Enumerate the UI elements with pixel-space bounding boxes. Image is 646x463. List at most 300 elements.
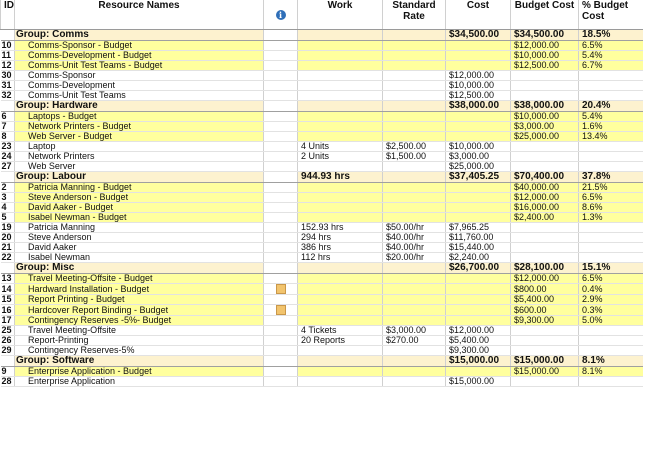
indicator-cell[interactable]	[264, 346, 298, 356]
id-cell[interactable]: 27	[1, 162, 15, 172]
cost-cell[interactable]	[446, 367, 511, 377]
cost-cell[interactable]: $10,000.00	[446, 142, 511, 152]
resource-name-cell[interactable]: Comms-Sponsor - Budget	[15, 41, 264, 51]
budget-cost-cell[interactable]: $12,000.00	[511, 193, 579, 203]
work-cell[interactable]	[298, 203, 383, 213]
indicator-cell[interactable]	[264, 203, 298, 213]
standard-rate-cell[interactable]	[383, 101, 446, 112]
resource-name-cell[interactable]: Contingency Reserves -5%- Budget	[15, 316, 264, 326]
cost-cell[interactable]	[446, 284, 511, 295]
id-cell[interactable]: 12	[1, 61, 15, 71]
resource-row[interactable]	[1, 346, 643, 356]
budget-cost-cell[interactable]: $2,400.00	[511, 213, 579, 223]
resource-row[interactable]	[1, 233, 643, 243]
resource-name-cell[interactable]: Patricia Manning	[15, 223, 264, 233]
budget-cost-cell[interactable]	[511, 91, 579, 101]
standard-rate-cell[interactable]	[383, 346, 446, 356]
indicator-cell[interactable]	[264, 30, 298, 41]
resource-name-cell[interactable]: Group: Software	[15, 356, 264, 367]
cost-cell[interactable]	[446, 41, 511, 51]
id-cell[interactable]: 11	[1, 51, 15, 61]
standard-rate-cell[interactable]: $2,500.00	[383, 142, 446, 152]
pct-budget-cost-cell[interactable]: 8.6%	[579, 203, 643, 213]
budget-cost-cell[interactable]: $9,300.00	[511, 316, 579, 326]
id-cell[interactable]: 29	[1, 346, 15, 356]
indicator-cell[interactable]	[264, 152, 298, 162]
work-cell[interactable]: 2 Units	[298, 152, 383, 162]
budget-cost-cell[interactable]: $12,000.00	[511, 274, 579, 284]
resource-name-cell[interactable]: Isabel Newman	[15, 253, 264, 263]
standard-rate-cell[interactable]	[383, 263, 446, 274]
resource-row[interactable]	[1, 326, 643, 336]
resource-name-cell[interactable]: Report Printing - Budget	[15, 295, 264, 305]
id-cell[interactable]: 4	[1, 203, 15, 213]
column-header-resource-names[interactable]: Resource Names	[15, 0, 264, 30]
indicator-cell[interactable]	[264, 132, 298, 142]
standard-rate-cell[interactable]	[383, 30, 446, 41]
resource-row[interactable]	[1, 81, 643, 91]
id-cell[interactable]: 26	[1, 336, 15, 346]
indicator-cell[interactable]	[264, 377, 298, 387]
budget-cost-cell[interactable]	[511, 162, 579, 172]
pct-budget-cost-cell[interactable]	[579, 253, 643, 263]
cost-cell[interactable]	[446, 213, 511, 223]
resource-row[interactable]	[1, 223, 643, 233]
work-cell[interactable]	[298, 263, 383, 274]
pct-budget-cost-cell[interactable]: 1.6%	[579, 122, 643, 132]
work-cell[interactable]: 386 hrs	[298, 243, 383, 253]
work-cell[interactable]	[298, 193, 383, 203]
budget-cost-cell[interactable]: $15,000.00	[511, 367, 579, 377]
budget-resource-row[interactable]	[1, 316, 643, 326]
id-cell[interactable]	[1, 30, 15, 41]
id-cell[interactable]: 31	[1, 81, 15, 91]
standard-rate-cell[interactable]: $40.00/hr	[383, 243, 446, 253]
indicator-cell[interactable]	[264, 61, 298, 71]
resource-name-cell[interactable]: Hardcover Report Binding - Budget	[15, 305, 264, 316]
work-cell[interactable]	[298, 183, 383, 193]
pct-budget-cost-cell[interactable]: 8.1%	[579, 367, 643, 377]
pct-budget-cost-cell[interactable]: 20.4%	[579, 101, 643, 112]
work-cell[interactable]: 4 Tickets	[298, 326, 383, 336]
id-cell[interactable]: 10	[1, 41, 15, 51]
budget-cost-cell[interactable]: $10,000.00	[511, 51, 579, 61]
indicator-cell[interactable]	[264, 142, 298, 152]
pct-budget-cost-cell[interactable]: 1.3%	[579, 213, 643, 223]
resource-name-cell[interactable]: Enterprise Application	[15, 377, 264, 387]
id-cell[interactable]: 2	[1, 183, 15, 193]
id-cell[interactable]: 3	[1, 193, 15, 203]
pct-budget-cost-cell[interactable]	[579, 233, 643, 243]
group-row[interactable]	[1, 356, 643, 367]
cost-cell[interactable]: $15,000.00	[446, 356, 511, 367]
resource-name-cell[interactable]: Network Printers	[15, 152, 264, 162]
indicator-cell[interactable]	[264, 112, 298, 122]
resource-name-cell[interactable]: Network Printers - Budget	[15, 122, 264, 132]
id-cell[interactable]: 15	[1, 295, 15, 305]
indicator-cell[interactable]	[264, 41, 298, 51]
id-cell[interactable]: 22	[1, 253, 15, 263]
resource-name-cell[interactable]: Comms-Sponsor	[15, 71, 264, 81]
standard-rate-cell[interactable]	[383, 305, 446, 316]
column-header-indicators[interactable]	[264, 0, 298, 30]
pct-budget-cost-cell[interactable]	[579, 336, 643, 346]
indicator-cell[interactable]	[264, 91, 298, 101]
budget-resource-row[interactable]	[1, 305, 643, 316]
cost-cell[interactable]	[446, 193, 511, 203]
budget-cost-cell[interactable]: $12,500.00	[511, 61, 579, 71]
pct-budget-cost-cell[interactable]: 2.9%	[579, 295, 643, 305]
budget-resource-row[interactable]	[1, 61, 643, 71]
id-cell[interactable]	[1, 356, 15, 367]
budget-cost-cell[interactable]	[511, 326, 579, 336]
indicator-cell[interactable]	[264, 162, 298, 172]
pct-budget-cost-cell[interactable]	[579, 91, 643, 101]
work-cell[interactable]: 20 Reports	[298, 336, 383, 346]
standard-rate-cell[interactable]	[383, 367, 446, 377]
pct-budget-cost-cell[interactable]	[579, 223, 643, 233]
budget-cost-cell[interactable]: $800.00	[511, 284, 579, 295]
budget-cost-cell[interactable]	[511, 81, 579, 91]
indicator-cell[interactable]	[264, 193, 298, 203]
pct-budget-cost-cell[interactable]	[579, 142, 643, 152]
cost-cell[interactable]	[446, 183, 511, 193]
work-cell[interactable]	[298, 51, 383, 61]
cost-cell[interactable]: $5,400.00	[446, 336, 511, 346]
standard-rate-cell[interactable]	[383, 356, 446, 367]
budget-resource-row[interactable]	[1, 183, 643, 193]
resource-name-cell[interactable]: David Aaker	[15, 243, 264, 253]
id-cell[interactable]	[1, 263, 15, 274]
work-cell[interactable]	[298, 71, 383, 81]
budget-cost-cell[interactable]: $600.00	[511, 305, 579, 316]
budget-cost-cell[interactable]: $10,000.00	[511, 112, 579, 122]
id-cell[interactable]: 17	[1, 316, 15, 326]
pct-budget-cost-cell[interactable]: 6.5%	[579, 41, 643, 51]
budget-cost-cell[interactable]	[511, 223, 579, 233]
resource-name-cell[interactable]: Hardward Installation - Budget	[15, 284, 264, 295]
resource-row[interactable]	[1, 162, 643, 172]
standard-rate-cell[interactable]	[383, 71, 446, 81]
indicator-cell[interactable]	[264, 367, 298, 377]
work-cell[interactable]	[298, 316, 383, 326]
indicator-cell[interactable]	[264, 101, 298, 112]
budget-resource-row[interactable]	[1, 51, 643, 61]
resource-name-cell[interactable]: Steve Anderson	[15, 233, 264, 243]
budget-resource-row[interactable]	[1, 284, 643, 295]
note-icon[interactable]	[276, 305, 286, 315]
cost-cell[interactable]: $12,500.00	[446, 91, 511, 101]
standard-rate-cell[interactable]	[383, 203, 446, 213]
resource-row[interactable]	[1, 377, 643, 387]
work-cell[interactable]	[298, 41, 383, 51]
work-cell[interactable]	[298, 284, 383, 295]
pct-budget-cost-cell[interactable]	[579, 152, 643, 162]
work-cell[interactable]	[298, 213, 383, 223]
pct-budget-cost-cell[interactable]	[579, 346, 643, 356]
cost-cell[interactable]	[446, 274, 511, 284]
pct-budget-cost-cell[interactable]	[579, 81, 643, 91]
work-cell[interactable]	[298, 81, 383, 91]
pct-budget-cost-cell[interactable]: 15.1%	[579, 263, 643, 274]
note-icon[interactable]	[276, 284, 286, 294]
id-cell[interactable]: 6	[1, 112, 15, 122]
budget-cost-cell[interactable]: $3,000.00	[511, 122, 579, 132]
work-cell[interactable]	[298, 112, 383, 122]
indicator-cell[interactable]	[264, 223, 298, 233]
standard-rate-cell[interactable]: $3,000.00	[383, 326, 446, 336]
resource-name-cell[interactable]: Isabel Newman - Budget	[15, 213, 264, 223]
cost-cell[interactable]: $3,000.00	[446, 152, 511, 162]
budget-cost-cell[interactable]	[511, 71, 579, 81]
resource-name-cell[interactable]: Comms-Development - Budget	[15, 51, 264, 61]
cost-cell[interactable]	[446, 112, 511, 122]
cost-cell[interactable]: $10,000.00	[446, 81, 511, 91]
column-header-standard-rate[interactable]: Standard Rate	[383, 0, 446, 30]
budget-resource-row[interactable]	[1, 41, 643, 51]
group-row[interactable]	[1, 172, 643, 183]
standard-rate-cell[interactable]: $40.00/hr	[383, 233, 446, 243]
pct-budget-cost-cell[interactable]: 13.4%	[579, 132, 643, 142]
id-cell[interactable]: 7	[1, 122, 15, 132]
work-cell[interactable]	[298, 274, 383, 284]
resource-row[interactable]	[1, 243, 643, 253]
standard-rate-cell[interactable]	[383, 274, 446, 284]
group-row[interactable]	[1, 101, 643, 112]
work-cell[interactable]	[298, 162, 383, 172]
standard-rate-cell[interactable]	[383, 81, 446, 91]
indicator-cell[interactable]	[264, 213, 298, 223]
pct-budget-cost-cell[interactable]: 37.8%	[579, 172, 643, 183]
cost-cell[interactable]: $37,405.25	[446, 172, 511, 183]
standard-rate-cell[interactable]	[383, 316, 446, 326]
id-cell[interactable]: 23	[1, 142, 15, 152]
indicator-cell[interactable]	[264, 274, 298, 284]
standard-rate-cell[interactable]	[383, 377, 446, 387]
pct-budget-cost-cell[interactable]: 6.5%	[579, 274, 643, 284]
cost-cell[interactable]: $26,700.00	[446, 263, 511, 274]
cost-cell[interactable]	[446, 203, 511, 213]
column-header-pct-budget-cost[interactable]: % Budget Cost	[579, 0, 643, 30]
pct-budget-cost-cell[interactable]: 21.5%	[579, 183, 643, 193]
pct-budget-cost-cell[interactable]: 6.7%	[579, 61, 643, 71]
resource-name-cell[interactable]: Group: Hardware	[15, 101, 264, 112]
cost-cell[interactable]: $2,240.00	[446, 253, 511, 263]
budget-cost-cell[interactable]	[511, 253, 579, 263]
budget-cost-cell[interactable]	[511, 346, 579, 356]
standard-rate-cell[interactable]: $1,500.00	[383, 152, 446, 162]
cost-cell[interactable]: $12,000.00	[446, 71, 511, 81]
indicator-cell[interactable]	[264, 316, 298, 326]
resource-row[interactable]	[1, 253, 643, 263]
cost-cell[interactable]: $38,000.00	[446, 101, 511, 112]
resource-name-cell[interactable]: David Aaker - Budget	[15, 203, 264, 213]
work-cell[interactable]	[298, 122, 383, 132]
budget-cost-cell[interactable]: $70,400.00	[511, 172, 579, 183]
resource-name-cell[interactable]: Enterprise Application - Budget	[15, 367, 264, 377]
standard-rate-cell[interactable]	[383, 122, 446, 132]
id-cell[interactable]: 28	[1, 377, 15, 387]
indicator-cell[interactable]	[264, 305, 298, 316]
cost-cell[interactable]: $15,000.00	[446, 377, 511, 387]
resource-name-cell[interactable]: Group: Comms	[15, 30, 264, 41]
budget-resource-row[interactable]	[1, 132, 643, 142]
pct-budget-cost-cell[interactable]	[579, 71, 643, 81]
work-cell[interactable]	[298, 377, 383, 387]
work-cell[interactable]: 4 Units	[298, 142, 383, 152]
cost-cell[interactable]	[446, 132, 511, 142]
budget-cost-cell[interactable]: $38,000.00	[511, 101, 579, 112]
group-row[interactable]	[1, 30, 643, 41]
budget-cost-cell[interactable]: $25,000.00	[511, 132, 579, 142]
id-cell[interactable]: 24	[1, 152, 15, 162]
resource-name-cell[interactable]: Laptop	[15, 142, 264, 152]
standard-rate-cell[interactable]	[383, 61, 446, 71]
cost-cell[interactable]	[446, 316, 511, 326]
pct-budget-cost-cell[interactable]: 0.4%	[579, 284, 643, 295]
resource-name-cell[interactable]: Comms-Unit Test Teams - Budget	[15, 61, 264, 71]
pct-budget-cost-cell[interactable]	[579, 377, 643, 387]
pct-budget-cost-cell[interactable]: 6.5%	[579, 193, 643, 203]
resource-name-cell[interactable]: Patricia Manning - Budget	[15, 183, 264, 193]
standard-rate-cell[interactable]	[383, 41, 446, 51]
resource-name-cell[interactable]: Comms-Development	[15, 81, 264, 91]
work-cell[interactable]: 152.93 hrs	[298, 223, 383, 233]
budget-resource-row[interactable]	[1, 203, 643, 213]
standard-rate-cell[interactable]: $50.00/hr	[383, 223, 446, 233]
standard-rate-cell[interactable]: $270.00	[383, 336, 446, 346]
pct-budget-cost-cell[interactable]: 5.4%	[579, 51, 643, 61]
cost-cell[interactable]: $25,000.00	[446, 162, 511, 172]
standard-rate-cell[interactable]	[383, 193, 446, 203]
cost-cell[interactable]: $34,500.00	[446, 30, 511, 41]
budget-cost-cell[interactable]	[511, 233, 579, 243]
budget-cost-cell[interactable]: $5,400.00	[511, 295, 579, 305]
budget-resource-row[interactable]	[1, 193, 643, 203]
standard-rate-cell[interactable]	[383, 183, 446, 193]
standard-rate-cell[interactable]: $20.00/hr	[383, 253, 446, 263]
pct-budget-cost-cell[interactable]: 18.5%	[579, 30, 643, 41]
indicator-cell[interactable]	[264, 336, 298, 346]
standard-rate-cell[interactable]	[383, 162, 446, 172]
resource-name-cell[interactable]: Web Server	[15, 162, 264, 172]
work-cell[interactable]: 944.93 hrs	[298, 172, 383, 183]
resource-row[interactable]	[1, 91, 643, 101]
standard-rate-cell[interactable]	[383, 295, 446, 305]
resource-name-cell[interactable]: Travel Meeting-Offsite	[15, 326, 264, 336]
id-cell[interactable]: 30	[1, 71, 15, 81]
id-cell[interactable]: 16	[1, 305, 15, 316]
work-cell[interactable]: 112 hrs	[298, 253, 383, 263]
id-cell[interactable]: 25	[1, 326, 15, 336]
budget-resource-row[interactable]	[1, 367, 643, 377]
standard-rate-cell[interactable]	[383, 213, 446, 223]
cost-cell[interactable]	[446, 305, 511, 316]
cost-cell[interactable]	[446, 61, 511, 71]
budget-cost-cell[interactable]: $28,100.00	[511, 263, 579, 274]
budget-cost-cell[interactable]	[511, 142, 579, 152]
standard-rate-cell[interactable]	[383, 51, 446, 61]
id-cell[interactable]: 20	[1, 233, 15, 243]
indicator-cell[interactable]	[264, 253, 298, 263]
resource-name-cell[interactable]: Travel Meeting-Offsite - Budget	[15, 274, 264, 284]
budget-resource-row[interactable]	[1, 122, 643, 132]
resource-name-cell[interactable]: Contingency Reserves-5%	[15, 346, 264, 356]
cost-cell[interactable]: $7,965.25	[446, 223, 511, 233]
standard-rate-cell[interactable]	[383, 284, 446, 295]
pct-budget-cost-cell[interactable]: 5.0%	[579, 316, 643, 326]
work-cell[interactable]	[298, 367, 383, 377]
budget-cost-cell[interactable]	[511, 336, 579, 346]
id-cell[interactable]: 14	[1, 284, 15, 295]
pct-budget-cost-cell[interactable]	[579, 243, 643, 253]
work-cell[interactable]	[298, 346, 383, 356]
resource-name-cell[interactable]: Web Server - Budget	[15, 132, 264, 142]
column-header-id[interactable]: ID	[1, 0, 15, 30]
standard-rate-cell[interactable]	[383, 112, 446, 122]
indicator-cell[interactable]	[264, 183, 298, 193]
work-cell[interactable]	[298, 132, 383, 142]
indicator-cell[interactable]	[264, 326, 298, 336]
indicator-cell[interactable]	[264, 172, 298, 183]
column-header-budget-cost[interactable]: Budget Cost	[511, 0, 579, 30]
resource-name-cell[interactable]: Report-Printing	[15, 336, 264, 346]
column-header-work[interactable]: Work	[298, 0, 383, 30]
budget-cost-cell[interactable]	[511, 243, 579, 253]
budget-cost-cell[interactable]	[511, 377, 579, 387]
indicator-cell[interactable]	[264, 295, 298, 305]
id-cell[interactable]: 13	[1, 274, 15, 284]
id-cell[interactable]: 9	[1, 367, 15, 377]
resource-row[interactable]	[1, 142, 643, 152]
budget-resource-row[interactable]	[1, 295, 643, 305]
standard-rate-cell[interactable]	[383, 132, 446, 142]
cost-cell[interactable]: $12,000.00	[446, 326, 511, 336]
group-row[interactable]	[1, 263, 643, 274]
pct-budget-cost-cell[interactable]: 8.1%	[579, 356, 643, 367]
resource-row[interactable]	[1, 152, 643, 162]
budget-cost-cell[interactable]: $16,000.00	[511, 203, 579, 213]
resource-name-cell[interactable]: Laptops - Budget	[15, 112, 264, 122]
cost-cell[interactable]: $11,760.00	[446, 233, 511, 243]
work-cell[interactable]	[298, 61, 383, 71]
budget-resource-row[interactable]	[1, 213, 643, 223]
column-header-cost[interactable]: Cost	[446, 0, 511, 30]
id-cell[interactable]	[1, 101, 15, 112]
indicator-cell[interactable]	[264, 122, 298, 132]
budget-cost-cell[interactable]	[511, 152, 579, 162]
work-cell[interactable]	[298, 101, 383, 112]
pct-budget-cost-cell[interactable]: 0.3%	[579, 305, 643, 316]
indicator-cell[interactable]	[264, 356, 298, 367]
work-cell[interactable]	[298, 91, 383, 101]
indicator-cell[interactable]	[264, 243, 298, 253]
budget-cost-cell[interactable]: $40,000.00	[511, 183, 579, 193]
cost-cell[interactable]: $15,440.00	[446, 243, 511, 253]
standard-rate-cell[interactable]	[383, 172, 446, 183]
work-cell[interactable]	[298, 356, 383, 367]
resource-row[interactable]	[1, 336, 643, 346]
id-cell[interactable]: 5	[1, 213, 15, 223]
id-cell[interactable]: 19	[1, 223, 15, 233]
budget-resource-row[interactable]	[1, 274, 643, 284]
resource-name-cell[interactable]: Group: Misc	[15, 263, 264, 274]
pct-budget-cost-cell[interactable]	[579, 162, 643, 172]
budget-cost-cell[interactable]: $34,500.00	[511, 30, 579, 41]
cost-cell[interactable]	[446, 122, 511, 132]
pct-budget-cost-cell[interactable]	[579, 326, 643, 336]
resource-name-cell[interactable]: Steve Anderson - Budget	[15, 193, 264, 203]
